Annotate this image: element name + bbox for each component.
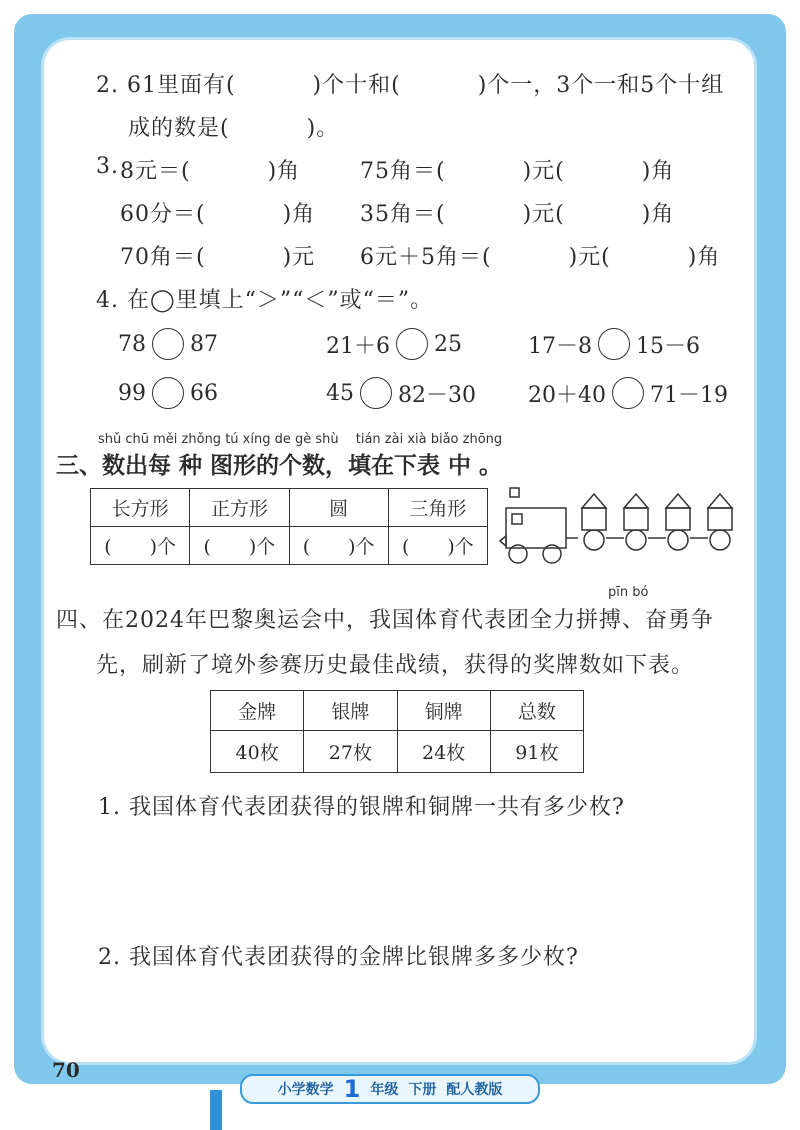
answer-circle[interactable] [152, 328, 184, 360]
answer-circle[interactable] [360, 377, 392, 409]
q3-item: 60分＝( )角 [120, 202, 316, 227]
table-header: 圆 [289, 489, 388, 527]
compare-item [528, 377, 728, 409]
table-cell: 40枚 [211, 731, 304, 773]
q3-item: 70角＝( )元 [120, 245, 316, 270]
compare-right: 15－6 [636, 333, 700, 359]
section4-pinyin: pīn bó [608, 585, 649, 600]
section4-question1: 1. 我国体育代表团获得的银牌和铜牌一共有多少枚? [98, 795, 625, 820]
q3-item: 6元＋5角＝( )元( )角 [360, 245, 721, 270]
compare-left: 78 [118, 331, 146, 357]
answer-circle[interactable] [152, 377, 184, 409]
compare-left: 99 [118, 380, 146, 406]
answer-cell[interactable]: ( )个 [388, 527, 487, 565]
table-cell: 27枚 [304, 731, 397, 773]
table-header: 三角形 [388, 489, 487, 527]
section3-pinyin: shǔ chū měi zhǒng tú xíng de gè shù tián zài xià biǎo zhōng [98, 432, 503, 447]
q3-item: 8元＝( )角 [120, 159, 301, 184]
table-cell: 91枚 [490, 731, 583, 773]
train-shapes-picture [496, 486, 746, 566]
table-header: 银牌 [304, 691, 397, 731]
q4-instruction: 4. 在◯里填上“＞”“＜”或“＝”。 [96, 288, 434, 313]
section4-line2: 先，刷新了境外参赛历史最佳战绩，获得的奖牌数如下表。 [96, 653, 695, 678]
front-triangle [500, 536, 506, 546]
compare-left: 17－8 [528, 333, 592, 359]
shape-count-table [90, 488, 488, 565]
table-header: 正方形 [190, 489, 289, 527]
q3-item: 35角＝( )元( )角 [360, 202, 675, 227]
table-header: 金牌 [211, 691, 304, 731]
footer-grade-text: 年级 [370, 1082, 399, 1098]
table-header: 长方形 [91, 489, 190, 527]
compare-right: 71－19 [650, 382, 728, 408]
compare-item [118, 377, 218, 409]
chimney-square [510, 488, 519, 497]
table-cell: 24枚 [397, 731, 490, 773]
compare-right: 87 [190, 331, 218, 357]
q3-label: 3. [96, 154, 119, 179]
compare-left: 45 [326, 380, 354, 406]
answer-circle[interactable] [598, 328, 630, 360]
answer-circle[interactable] [396, 328, 428, 360]
table-header: 总数 [490, 691, 583, 731]
compare-right: 66 [190, 380, 218, 406]
footer-grade-number: 1 [343, 1075, 361, 1103]
q2-line2: 成的数是( )。 [128, 116, 340, 141]
answer-circle[interactable] [612, 377, 644, 409]
compare-left: 20＋40 [528, 382, 606, 408]
footer-book-label [240, 1074, 540, 1104]
medal-table [210, 690, 584, 773]
section3-title: 三、数出每 种 图形的个数，填在下表 中 。 [56, 453, 503, 479]
section4-line1: 四、在2024年巴黎奥运会中，我国体育代表团全力拼搏、奋勇争 [56, 608, 714, 633]
footer-volume: 下册 [408, 1082, 437, 1098]
table-header: 铜牌 [397, 691, 490, 731]
compare-item [326, 328, 462, 360]
compare-item [326, 377, 476, 409]
footer-edition: 配人教版 [446, 1082, 503, 1098]
compare-right: 82－30 [398, 382, 476, 408]
section4-question2: 2. 我国体育代表团获得的金牌比银牌多多少枚? [98, 945, 579, 970]
q3-item: 75角＝( )元( )角 [360, 159, 675, 184]
answer-cell[interactable]: ( )个 [190, 527, 289, 565]
answer-cell[interactable]: ( )个 [91, 527, 190, 565]
compare-item [528, 328, 700, 360]
q2-line1: 2. 61里面有( )个十和( )个一，3个一和5个十组 [96, 73, 725, 98]
compare-item [118, 328, 218, 360]
answer-cell[interactable]: ( )个 [289, 527, 388, 565]
window-square [512, 514, 522, 524]
footer-subject: 小学数学 [277, 1082, 334, 1098]
compare-right: 25 [434, 331, 462, 357]
page-number: 70 [52, 1058, 80, 1082]
footer-accent-bar [210, 1090, 222, 1130]
compare-left: 21＋6 [326, 333, 390, 359]
